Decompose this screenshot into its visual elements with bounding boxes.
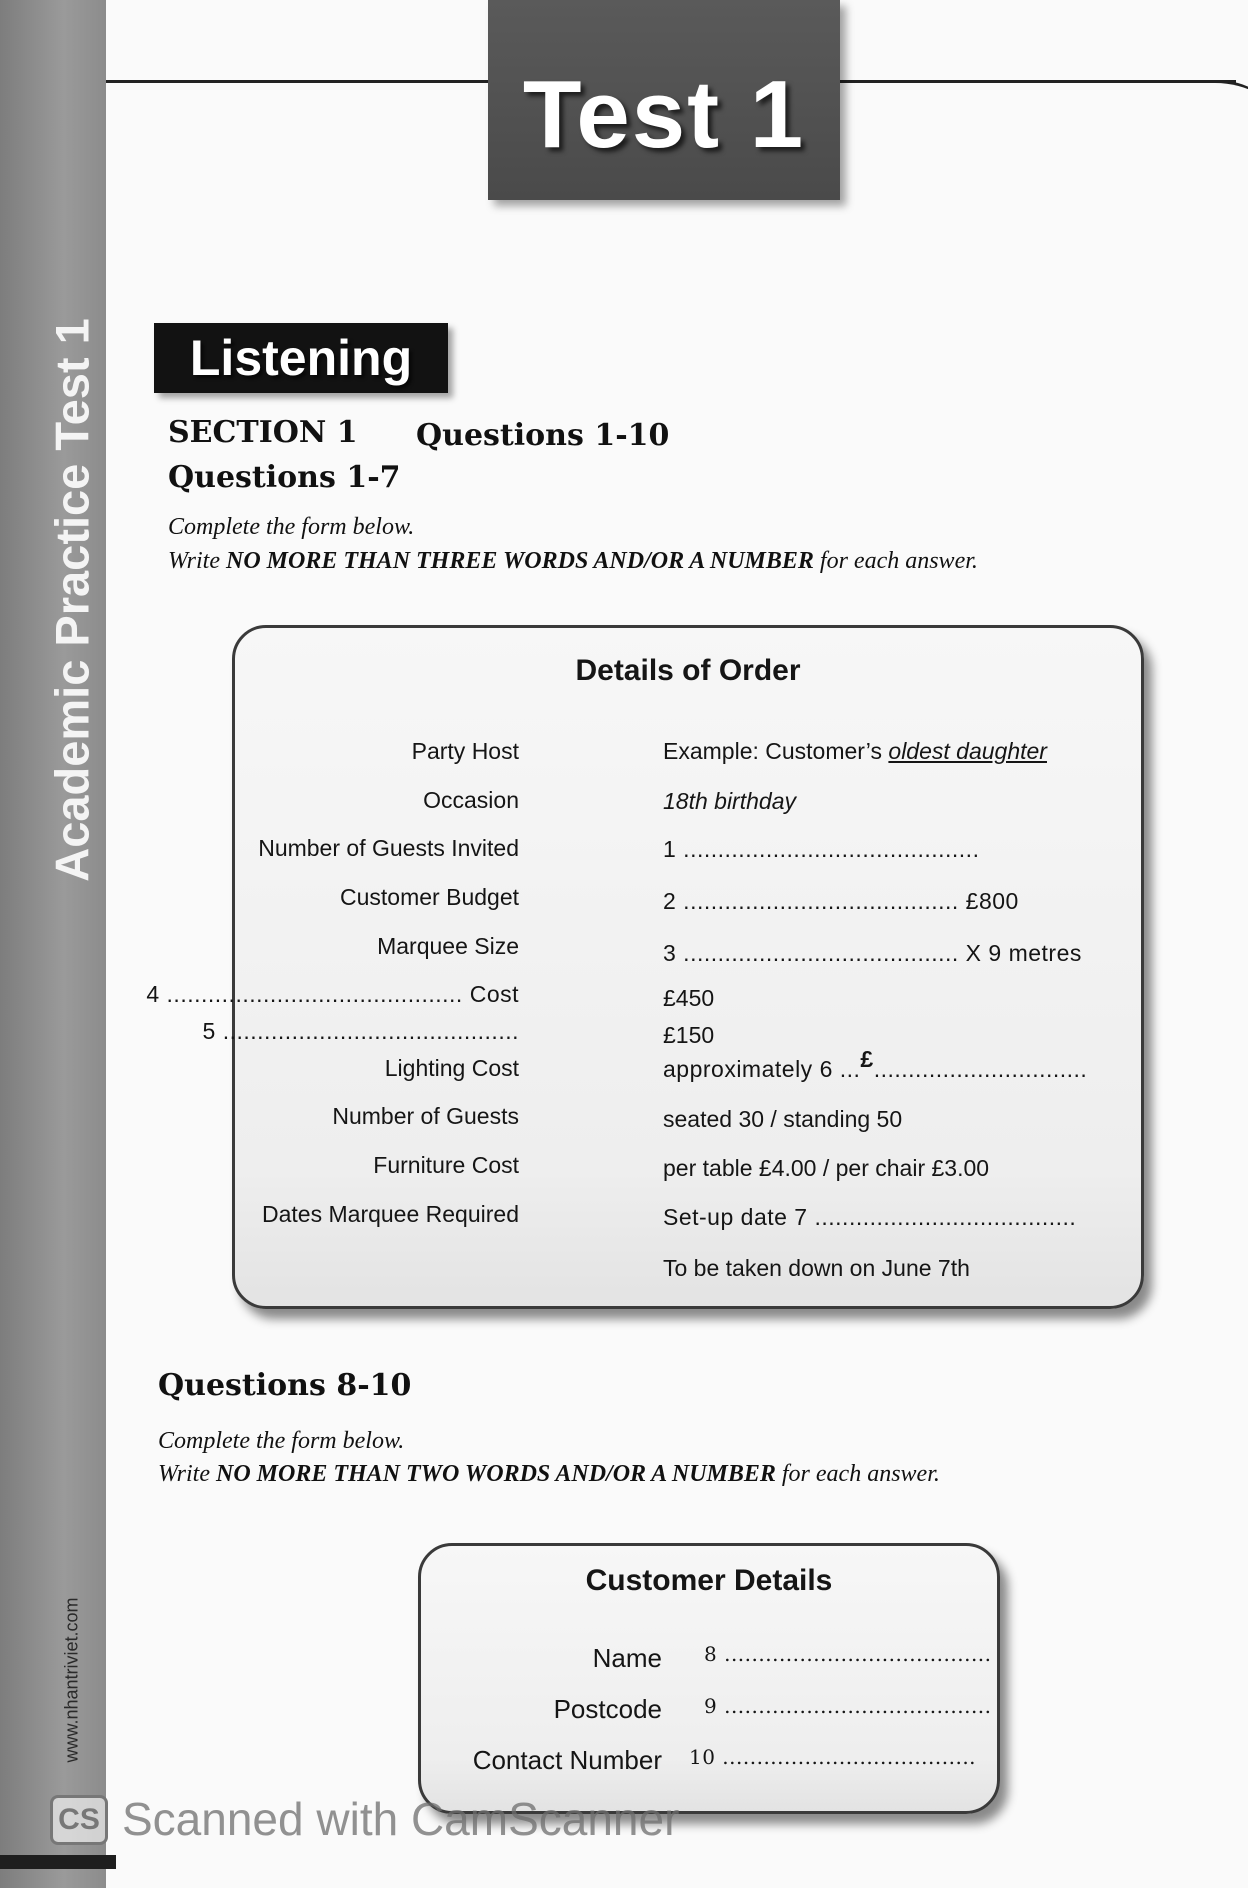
part1-instruction-2	[168, 548, 978, 575]
answer-blank-4[interactable]: 4 ........................................... Cost	[146, 981, 519, 1007]
value-occasion: 18th birthday	[663, 788, 796, 814]
part1-instruction-2-suffix: for each answer.	[813, 548, 978, 574]
label-furniture-cost: Furniture Cost	[373, 1152, 519, 1178]
customer-details-form	[418, 1543, 1000, 1814]
lighting-cost-dots: ...............................	[873, 1056, 1088, 1082]
section-banner	[154, 323, 448, 393]
part1-heading: Questions 1-7	[168, 460, 401, 495]
label-number-of-guests: Number of Guests	[332, 1103, 519, 1129]
section-banner-label: Listening	[189, 330, 413, 386]
lighting-cost-pound-mark: £	[860, 1046, 874, 1072]
answer-blank-5[interactable]: 5 ...........................................	[202, 1018, 519, 1044]
answer-blank-8[interactable]: 8 .......................................	[704, 1642, 992, 1666]
sidebar-bottom-bar	[0, 1855, 116, 1869]
label-name: Name	[592, 1643, 662, 1673]
label-guests-invited: Number of Guests Invited	[258, 835, 519, 861]
sidebar-title: Academic Practice Test 1	[45, 318, 99, 882]
section-questions-range: Questions 1-10	[416, 418, 670, 453]
label-occasion: Occasion	[423, 787, 519, 813]
label-party-host: Party Host	[411, 738, 519, 764]
label-dates-required: Dates Marquee Required	[262, 1201, 519, 1227]
value-cost-4: £450	[663, 985, 715, 1011]
label-marquee-size: Marquee Size	[377, 933, 519, 959]
party-host-example-answer: oldest daughter	[888, 738, 1047, 764]
section-label: SECTION 1	[168, 415, 358, 450]
part1-instruction-2-bold: NO MORE THAN THREE WORDS AND/OR A NUMBER	[226, 548, 814, 574]
label-postcode: Postcode	[553, 1694, 662, 1724]
part2-instruction-2-bold: NO MORE THAN TWO WORDS AND/OR A NUMBER	[216, 1461, 776, 1487]
part2-instruction-2	[158, 1461, 940, 1488]
answer-blank-1[interactable]: 1 ...........................................	[663, 836, 980, 862]
order-details-form	[146, 625, 1144, 1309]
sidebar-url: www.nhantriviet.com	[61, 1597, 82, 1763]
order-form-title: Details of Order	[575, 654, 801, 687]
value-take-down-date: To be taken down on June 7th	[663, 1255, 970, 1281]
header-rule-curve	[1155, 80, 1248, 123]
value-party-host	[663, 738, 1047, 765]
label-contact-number: Contact Number	[472, 1745, 662, 1775]
label-lighting-cost: Lighting Cost	[384, 1055, 519, 1081]
test-header-box	[488, 0, 840, 200]
part2-instruction-2-suffix: for each answer.	[775, 1461, 940, 1487]
lighting-cost-prefix: approximately 6 ...	[663, 1056, 861, 1082]
part1-instruction-2-prefix: Write	[168, 548, 226, 574]
answer-blank-10[interactable]: 10 .....................................	[689, 1745, 977, 1769]
sidebar	[0, 0, 106, 1888]
value-number-of-guests: seated 30 / standing 50	[663, 1106, 903, 1132]
answer-blank-2[interactable]: 2 ........................................ £800	[663, 888, 1019, 914]
answer-blank-3[interactable]: 3 ........................................ X 9 metres	[663, 940, 1082, 966]
label-customer-budget: Customer Budget	[340, 884, 519, 910]
value-furniture-cost: per table £4.00 / per chair £3.00	[663, 1155, 990, 1181]
part2-instruction-1: Complete the form below.	[158, 1428, 405, 1454]
value-cost-5: £150	[663, 1022, 715, 1048]
answer-blank-6[interactable]	[663, 1046, 1088, 1083]
customer-form-title: Customer Details	[585, 1564, 833, 1597]
part2-heading: Questions 8-10	[158, 1368, 412, 1403]
part1-instruction-1: Complete the form below.	[168, 514, 415, 540]
part2-instruction-2-prefix: Write	[158, 1461, 216, 1487]
camscanner-logo-icon: CS	[50, 1795, 108, 1845]
watermark-text: Scanned with CamScanner	[122, 1793, 680, 1845]
answer-blank-7[interactable]: Set-up date 7 ......................................	[663, 1204, 1077, 1230]
page-title: Test 1	[522, 61, 806, 168]
answer-blank-9[interactable]: 9 .......................................	[704, 1694, 992, 1718]
party-host-example-prefix: Example: Customer’s	[663, 738, 889, 764]
